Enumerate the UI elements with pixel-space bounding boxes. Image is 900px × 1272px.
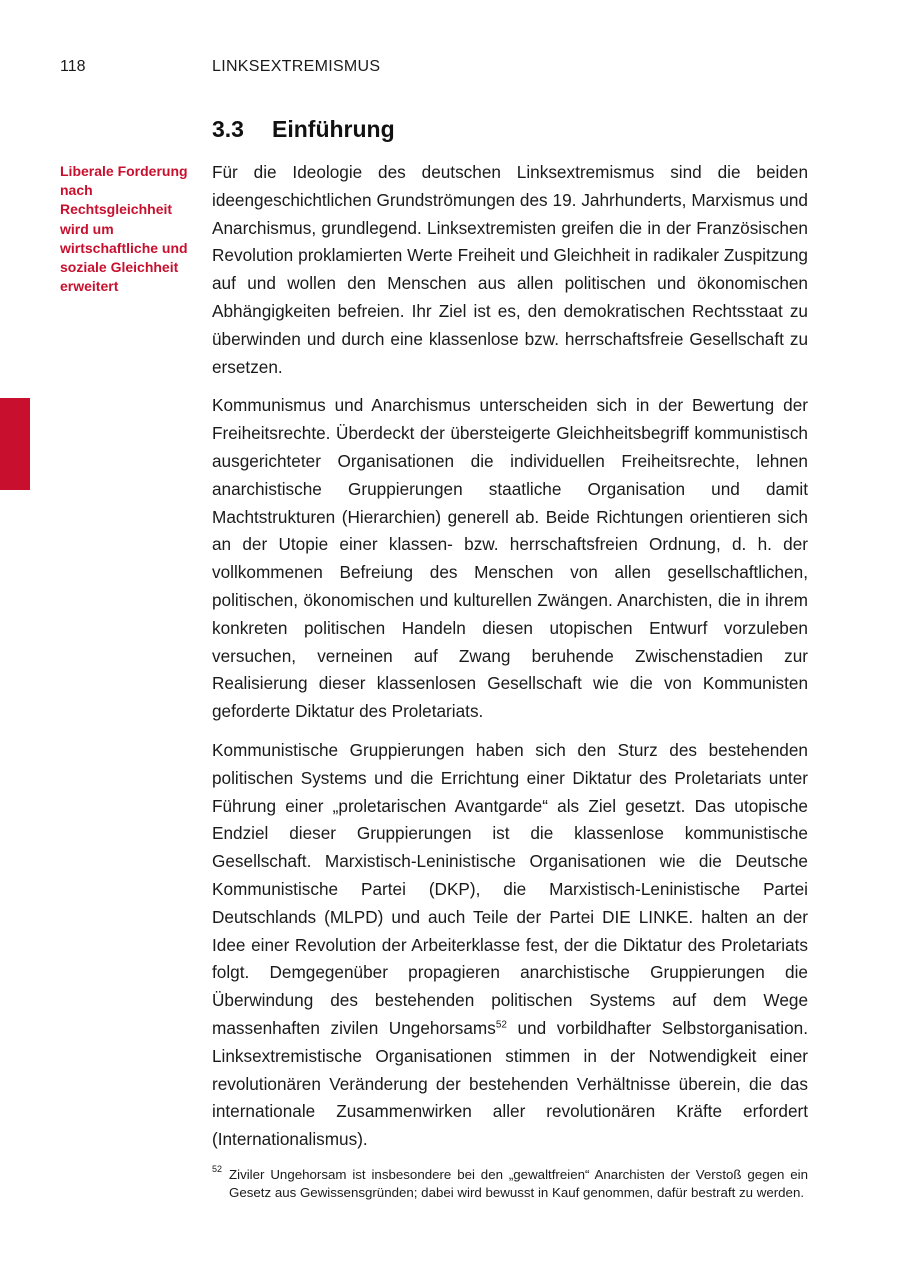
body-text (212, 159, 808, 1165)
footnote-number: 52 (212, 1164, 223, 1174)
chapter-thumb-tab (0, 398, 30, 490)
section-number: 3.3 (212, 116, 244, 142)
footnote-reference[interactable]: 52 (495, 1019, 507, 1031)
paragraph-3-text-b: und vorbildhafter Selbstorganisation. Linksextremistische Organisationen stimmen in der Notwendigkeit einer revolutionären Veränderung der bestehenden Verhältnisse überein, die das internationale Zusammenwirken aller revolutionären Kräfte erfordert (Internationalismus). (212, 1017, 808, 1150)
paragraph-1: Für die Ideologie des deutschen Linksextremismus sind die beiden ideengeschichtlichen Grundströmungen des 19. Jahrhunderts, Marxismus und Anarchismus, grundlegend. Linksextremisten greifen die in der Französischen Revolution proklamierten Werte Freiheit und Gleichheit in radikaler Zuspitzung auf und wollen den Menschen aus allen politischen und ökonomischen Abhängigkeiten befreien. Ihr Ziel ist es, den demokratischen Rechtsstaat zu überwinden und durch eine klassenlose bzw. herrschaftsfreie Gesellschaft zu ersetzen. (212, 162, 808, 377)
paragraph-3-text-a: Kommunistische Gruppierungen haben sich den Sturz des bestehenden politischen Systems und die Errichtung einer Diktatur des Proletariats unter Führung einer „proletarischen Avantgarde“ als Ziel gesetzt. Das utopische Endziel dieser Gruppierungen ist die klassenlose kommunistische Gesellschaft. Marxistisch-Leninistische Organisationen wie die Deutsche Kommunistische Partei (DKP), die Marxistisch-Leninistische Partei Deutschlands (MLPD) und auch Teile der Partei DIE LINKE. halten an der Idee einer Revolution der Arbeiterklasse fest, der die Diktatur des Proletariats folgt. Demgegenüber propagieren anarchistische Gruppierungen die Überwindung des bestehenden politischen Systems auf dem Wege massenhaften zivilen Ungehorsams (212, 739, 808, 1038)
footnote (212, 1166, 808, 1201)
footnote-text: Ziviler Ungehorsam ist insbesondere bei den „gewaltfreien“ Anarchisten der Verstoß gegen ein Gesetz aus Gewissensgründen; dabei wird bewusst in Kauf genommen, dafür bestraft zu werden. (229, 1167, 808, 1200)
section-title: Einführung (272, 116, 395, 142)
margin-note: Liberale Forderung nach Rechtsgleichheit wird um wirtschaftliche und soziale Gleichheit erweitert (60, 163, 188, 295)
running-title: LINKSEXTREMISMUS (212, 58, 381, 75)
page-number: 118 (60, 58, 86, 75)
paragraph-3 (212, 737, 808, 1154)
paragraph-2: Kommunismus und Anarchismus unterscheiden sich in der Bewertung der Freiheitsrechte. Überdeckt der übersteigerte Gleichheitsbegriff kommunistisch ausgerichteter Organisationen die individuellen Freiheitsrechte, lehnen anarchistische Gruppierungen staatliche Organisation und damit Machtstrukturen (Hierarchien) generell ab. Beide Richtungen orientieren sich an der Utopie einer klassen- bzw. herrschaftsfreien Ordnung, d. h. der vollkommenen Befreiung des Menschen von allen gesellschaftlichen, politischen, ökonomischen und kulturellen Zwängen. Anarchisten, die in ihrem konkreten politischen Handeln diesen utopischen Entwurf vorzuleben versuchen, verneinen auf Zwang beruhende Zwischenstadien zur Realisierung dieser klassenlosen Gesellschaft wie die von Kommunisten geforderte Diktatur des Proletariats. (212, 395, 808, 722)
section-heading (212, 116, 395, 143)
